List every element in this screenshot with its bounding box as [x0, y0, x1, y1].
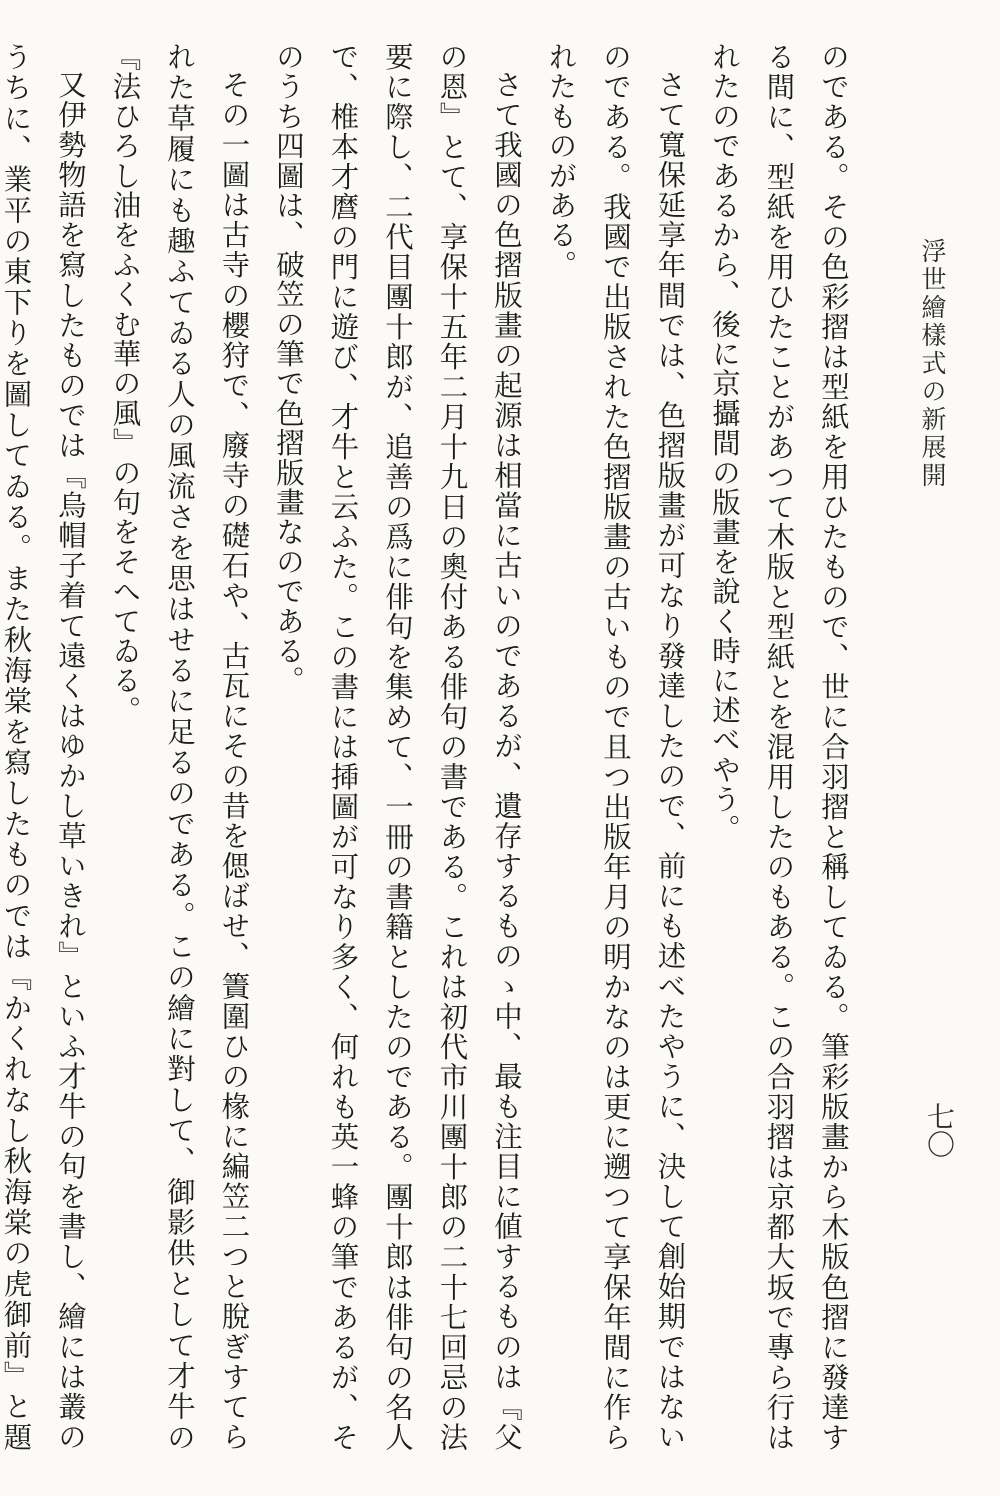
running-head-title: 浮世繪樣式の新展開	[918, 238, 947, 490]
paragraph-5: 又伊勢物語を寫したものでは『烏帽子着て遠くはゆかし草いきれ』といふ才牛の句を書し、繪には叢のうちに、業平の東下りを圖してゐる。また秋海棠を寫したものでは『かくれなし秋海棠の虎御前』と題	[0, 42, 87, 1452]
page-number: 七〇	[923, 1102, 956, 1158]
paragraph-4: その一圖は古寺の櫻狩で、廢寺の礎石や、古瓦にその昔を偲ばせ、簀圍ひの椽に編笠二つと脫ぎすてられた草履にも趣ふてゐる人の風流さを思はせるに足るのである。この繪に對して、御影供として才牛の『法ひろし油をふくむ華の風』の句をそへてゐる。	[108, 42, 251, 1452]
paragraph-1: のである。その色彩摺は型紙を用ひたもので、世に合羽摺と稱してゐる。筆彩版畫から木版色摺に發達する間に、型紙を用ひたことがあつて木版と型紙とを混用したのもある。この合羽摺は京都大坂で專ら行はれたのであるから、後に京攝間の版畫を說く時に述べやう。	[708, 42, 850, 1452]
body-text	[0, 42, 860, 1452]
paragraph-2: さて寬保延享年間では、色摺版畫が可なり發達したので、前にも述べたやうに、決して創始期ではないのである。我國で出版された色摺版畫の古いもので且つ出版年月の明かなのは更に遡つて享保年間に作られたものがある。	[544, 42, 687, 1452]
paragraph-3: さて我國の色摺版畫の起源は相當に古いのであるが、遺存するものゝ中、最も注目に値するものは『父の恩』とて、享保十五年二月十九日の奧付ある俳句の書である。これは初代市川團十郎の二十七回忌の法要に際し、二代目團十郎が、追善の爲に俳句を集めて、一冊の書籍としたのである。團十郎は俳句の名人で、椎本才麿の門に遊び、才牛と云ふた。この書には揷圖が可なり多く、何れも英一蜂の筆であるが、そのうち四圖は、破笠の筆で色摺版畫なのである。	[272, 42, 523, 1452]
